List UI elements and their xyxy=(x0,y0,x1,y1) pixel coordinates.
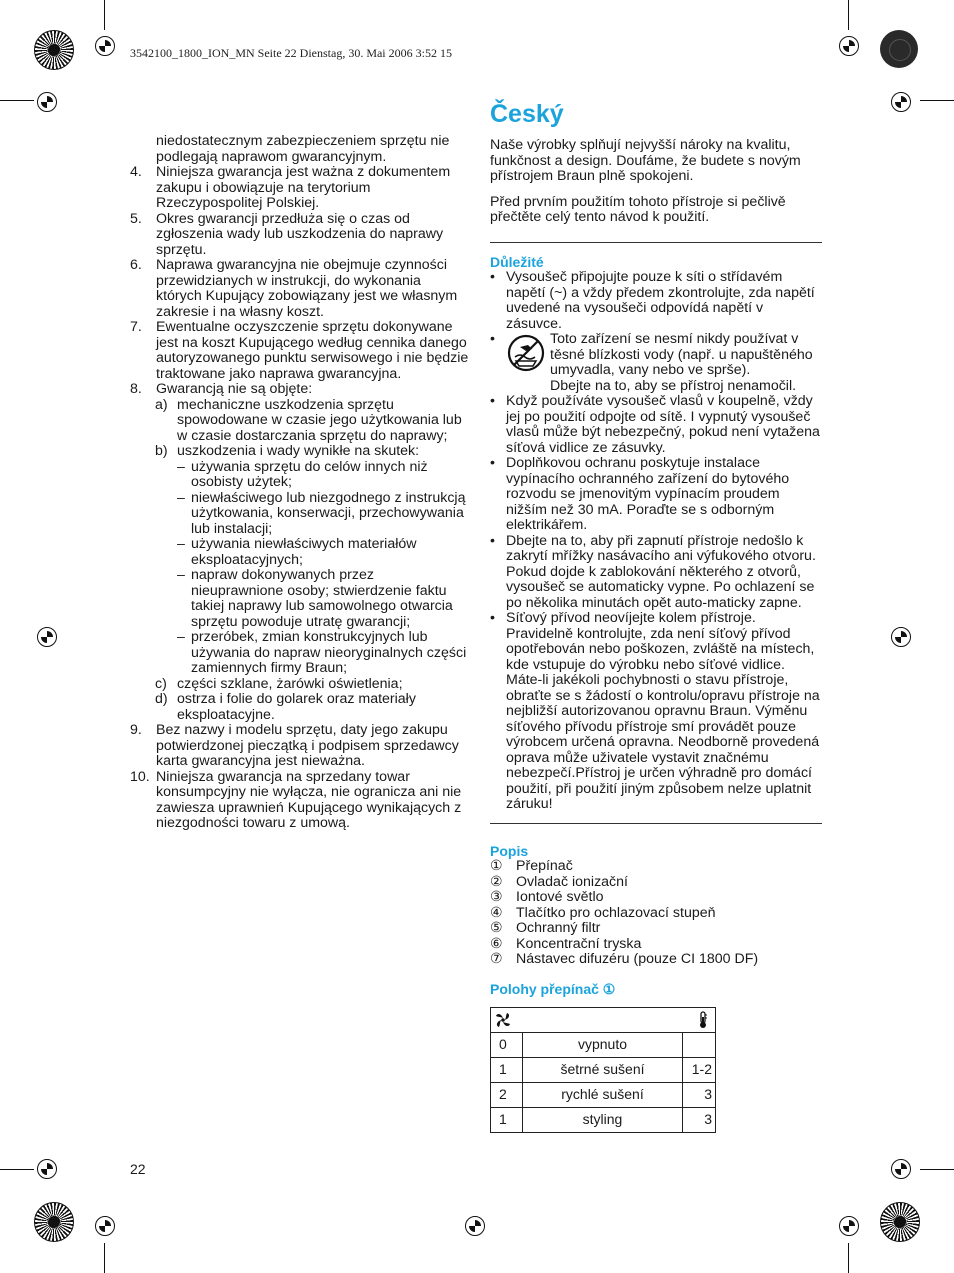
item-number: 4. xyxy=(130,164,142,180)
bullet-text: Dbejte na to, aby při zapnutí přístroje nedošlo k zakrytí mřížky nasávacího ani výfukového otvoru. Pokud dojde k zablokování některého z otvorů, vysoušeč se automaticky vypne. Po ochlazení se po několika minutách opět auto-maticky zapne. xyxy=(506,532,816,611)
bullet-text: Síťový přívod neovíjejte kolem přístroje. Pravidelně kontrolujte, zda není síťový přívod opotřebován nebo poškozen, zvláště na místech, kde vstupuje do výrobku nebo síťové vidlice. Máte-li jakékoli pochybnosti o stavu přístroje, obraťte se s žádostí o kontrolu/opravu přístroje na nejbližší autorizovanou opravnu Braun. Výměnu síťového přívodu přístroje smí provádět pouze výrobcem určená opravna. Neodborně provedená oprava může uživatele vystavit značnému nebezpečí.Přístroj je určen výhradně pro domácí použití, při použití jiným způsobem nelze uplatnit záruku! xyxy=(506,610,820,812)
crosshair-mark xyxy=(35,90,59,114)
cell-heat xyxy=(683,1033,716,1058)
bullet-text-continued: Dbejte na to, aby se přístroj nenamočil. xyxy=(550,377,797,394)
dash-item xyxy=(177,460,470,491)
list-item xyxy=(490,875,822,891)
item-number: 10. xyxy=(130,768,150,785)
list-item xyxy=(490,890,822,906)
item-text: Niniejsza gwarancja jest ważna z dokumentem zakupu i obowiązuje na terytorium Rzeczypospolitej Polskiej. xyxy=(156,164,451,211)
crop-line xyxy=(920,100,954,101)
list-item xyxy=(130,320,470,382)
bullet-mark: • xyxy=(490,455,495,471)
list-item xyxy=(130,258,470,320)
part-number: ① xyxy=(490,858,503,874)
crosshair-mark xyxy=(35,1157,59,1181)
bullet-mark: • xyxy=(490,610,495,626)
part-label: Ochranný filtr xyxy=(516,920,601,936)
cell-mode: vypnuto xyxy=(523,1033,683,1058)
table-row xyxy=(491,1058,716,1083)
part-label: Tlačítko pro ochlazovací stupeň xyxy=(516,904,716,921)
item-number: 5. xyxy=(130,210,142,227)
crosshair-mark xyxy=(93,1214,117,1238)
part-number: ③ xyxy=(490,889,503,905)
item-number: 6. xyxy=(130,257,142,273)
crosshair-mark xyxy=(35,625,59,649)
popis-heading: Popis xyxy=(490,842,529,859)
list-item xyxy=(490,906,822,922)
bullet-item xyxy=(490,394,822,456)
dash-text: przeróbek, zmian konstrukcyjnych lub używania do napraw nieoryginalnych części zamiennych firmy Braun; xyxy=(191,629,467,676)
bullet-text: Když používáte vysoušeč vlasů v koupelně, vždy jej po použití odpojte od sítě. I vypnutý vysoušeč vlasů může být nebezpečný, pokud není vytažena síťová vidlice ze zásuvky. xyxy=(506,393,820,456)
crop-line xyxy=(0,1169,34,1170)
item-number: 7. xyxy=(130,319,142,335)
bullet-mark: • xyxy=(490,393,495,409)
cell-fan: 2 xyxy=(491,1083,523,1108)
crop-line xyxy=(104,0,105,30)
part-label: Ovladač ionizační xyxy=(516,873,628,890)
sub-letter: d) xyxy=(155,691,168,707)
item-number: 9. xyxy=(130,722,142,738)
cell-mode: rychlé sušení xyxy=(523,1083,683,1108)
sub-letter: b) xyxy=(155,443,168,459)
crosshair-mark xyxy=(837,34,861,58)
part-number: ② xyxy=(490,873,503,890)
registration-star-bottom-right xyxy=(880,1202,920,1242)
bullet-mark: • xyxy=(490,331,495,347)
fan-icon xyxy=(494,1011,512,1033)
crosshair-mark xyxy=(93,34,117,58)
sub-text: mechaniczne uszkodzenia sprzętu spowodowane w czasie jego użytkowania lub w czasie dostarczania sprzętu do naprawy; xyxy=(177,396,462,444)
list-item xyxy=(490,937,822,953)
part-label: Iontové světlo xyxy=(516,889,604,905)
print-header: 3542100_1800_ION_MN Seite 22 Dienstag, 30. Mai 2006 3:52 15 xyxy=(130,46,452,60)
crop-line xyxy=(920,1169,954,1170)
bullet-mark: • xyxy=(490,532,495,549)
list-item xyxy=(130,723,470,770)
list-item xyxy=(490,921,822,937)
list-item xyxy=(130,382,470,398)
sub-text: części szklane, żarówki oświetlenia; xyxy=(177,675,403,692)
part-number: ⑤ xyxy=(490,920,503,936)
cell-mode: šetrné sušení xyxy=(523,1058,683,1083)
dash-item xyxy=(177,491,470,538)
table-row xyxy=(491,1083,716,1108)
cell-fan: 1 xyxy=(491,1058,523,1083)
bullet-item xyxy=(490,611,822,813)
list-item xyxy=(130,212,470,259)
sub-item-d xyxy=(155,692,470,723)
dash-item xyxy=(177,537,470,568)
switch-positions-table xyxy=(490,1007,716,1133)
registration-star-top-left xyxy=(34,30,74,70)
part-number: ⑦ xyxy=(490,951,503,967)
read-manual-paragraph: Před prvním použitím tohoto přístroje si pečlivě přečtěte celý tento návod k použití. xyxy=(490,193,786,225)
sub-item-c xyxy=(155,677,470,693)
cell-heat: 3 xyxy=(683,1108,716,1133)
sub-text: ostrza i folie do golarek oraz materiały eksploatacyjne. xyxy=(177,691,416,723)
part-label: Koncentrační tryska xyxy=(516,935,642,952)
sub-letter: c) xyxy=(155,675,167,692)
important-heading: Důležité xyxy=(490,253,544,270)
registration-dot-top-right xyxy=(880,30,918,68)
page-number: 22 xyxy=(130,1161,146,1177)
dash-mark: – xyxy=(177,629,185,645)
list-item xyxy=(130,770,470,832)
item-text: Ewentualne oczyszczenie sprzętu dokonywane jest na koszt Kupującego według cennika danego autoryzowanego punktu serwisowego i nie będzie traktowane jako naprawa gwarancyjna. xyxy=(156,319,469,382)
bullet-item xyxy=(490,534,822,612)
list-item xyxy=(490,859,822,875)
bullet-item-warning xyxy=(490,332,822,394)
bullet-text: Doplňkovou ochranu poskytuje instalace vypínacího ochranného zařízení do bytového rozvodu se jmenovitým vypínacím proudem nižším než 30 mA. Poraďte se s odborným elektrikářem. xyxy=(506,455,790,533)
dash-mark: – xyxy=(177,458,185,475)
sub-text: uszkodzenia i wady wynikłe na skutek: xyxy=(177,443,420,459)
dash-text: napraw dokonywanych przez nieuprawnione osoby; stwierdzenie faktu takiej naprawy lub samowolnego otwarcia sprzętu powoduje utratę gwarancji; xyxy=(191,567,453,630)
intro-text: niedostatecznym zabezpieczeniem sprzętu nie podlegają naprawom gwarancyjnym. xyxy=(156,133,450,165)
dash-text: niewłaściwego lub niezgodnego z instrukcją użytkowania, konserwacji, przechowywania lub instalacji; xyxy=(191,489,466,537)
crop-line xyxy=(848,1243,849,1273)
left-column-polish-warranty xyxy=(130,134,470,832)
cell-mode: styling xyxy=(523,1108,683,1133)
section-title: Český xyxy=(490,100,564,128)
section-divider xyxy=(490,823,822,824)
crop-line xyxy=(0,100,34,101)
dash-text: używania niewłaściwych materiałów eksploatacyjnych; xyxy=(191,536,417,568)
switch-positions-heading: Polohy přepínač ① xyxy=(490,980,616,997)
part-label: Přepínač xyxy=(516,858,573,874)
dash-mark: – xyxy=(177,489,185,506)
sub-letter: a) xyxy=(155,396,168,413)
list-item xyxy=(130,165,470,212)
dash-mark: – xyxy=(177,567,185,583)
cell-fan: 1 xyxy=(491,1108,523,1133)
item-text: Bez nazwy i modelu sprzętu, daty jego zakupu potwierdzonej pieczątką i podpisem sprzedawcy karta gwarancyjna jest nieważna. xyxy=(156,722,459,769)
sub-item-b xyxy=(155,444,470,460)
bullet-item xyxy=(490,270,822,332)
parts-list xyxy=(490,859,822,968)
cell-fan: 0 xyxy=(491,1033,523,1058)
intro-paragraph xyxy=(130,134,470,165)
item-text: Gwarancją nie są objęte: xyxy=(156,381,313,397)
item-number: 8. xyxy=(130,381,142,397)
dash-text: używania sprzętu do celów innych niż osobisty użytek; xyxy=(191,458,428,490)
dash-item xyxy=(177,568,470,630)
bullet-text: Toto zařízení se nesmí nikdy používat v těsné blízkosti vody (např. u napuštěného umyvadla, vany nebo ve sprše). xyxy=(550,331,813,378)
dash-mark: – xyxy=(177,536,185,552)
table-row xyxy=(491,1033,716,1058)
right-column-czech xyxy=(490,100,822,1133)
crop-line xyxy=(848,0,849,30)
no-water-warning-icon xyxy=(506,332,550,379)
item-text: Niniejsza gwarancja na sprzedany towar konsumpcyjny nie wyłącza, nie ogranicza ani nie zawiesza uprawnień Kupującego wynikających z niezgodności towaru z umową. xyxy=(156,768,462,831)
thermometer-icon xyxy=(697,1011,709,1033)
crosshair-mark xyxy=(889,90,913,114)
crosshair-mark xyxy=(837,1214,861,1238)
cell-heat: 3 xyxy=(683,1083,716,1108)
crosshair-mark xyxy=(889,625,913,649)
table-row xyxy=(491,1108,716,1133)
crop-line xyxy=(104,1243,105,1273)
list-item xyxy=(490,952,822,968)
table-header-row xyxy=(491,1008,716,1033)
crosshair-mark xyxy=(463,1214,487,1238)
bullet-text: Vysoušeč připojujte pouze k síti o střídavém napětí (~) a vždy předem zkontrolujte, zda napětí uvedené na vysoušeči odpovídá napětí v zásuvce. xyxy=(506,269,815,332)
part-number: ⑥ xyxy=(490,935,503,952)
section-divider xyxy=(490,242,822,243)
bullet-mark: • xyxy=(490,269,495,285)
crosshair-mark xyxy=(889,1157,913,1181)
sub-item-a xyxy=(155,398,470,445)
intro-paragraph: Naše výrobky splňují nejvyšší nároky na kvalitu, funkčnost a design. Doufáme, že budete s novým přístrojem Braun plně spokojeni. xyxy=(490,137,801,184)
item-text: Naprawa gwarancyjna nie obejmuje czynności przewidzianych w instrukcji, do wykonania których Kupujący zobowiązany jest we własnym zakresie i na własny koszt. xyxy=(156,257,458,320)
bullet-item xyxy=(490,456,822,534)
item-text: Okres gwarancji przedłuża się o czas od zgłoszenia wady lub uszkodzenia do naprawy sprzętu. xyxy=(156,210,444,258)
cell-heat: 1-2 xyxy=(683,1058,716,1083)
part-number: ④ xyxy=(490,904,503,921)
dash-item xyxy=(177,630,470,677)
part-label: Nástavec difuzéru (pouze CI 1800 DF) xyxy=(516,951,759,967)
